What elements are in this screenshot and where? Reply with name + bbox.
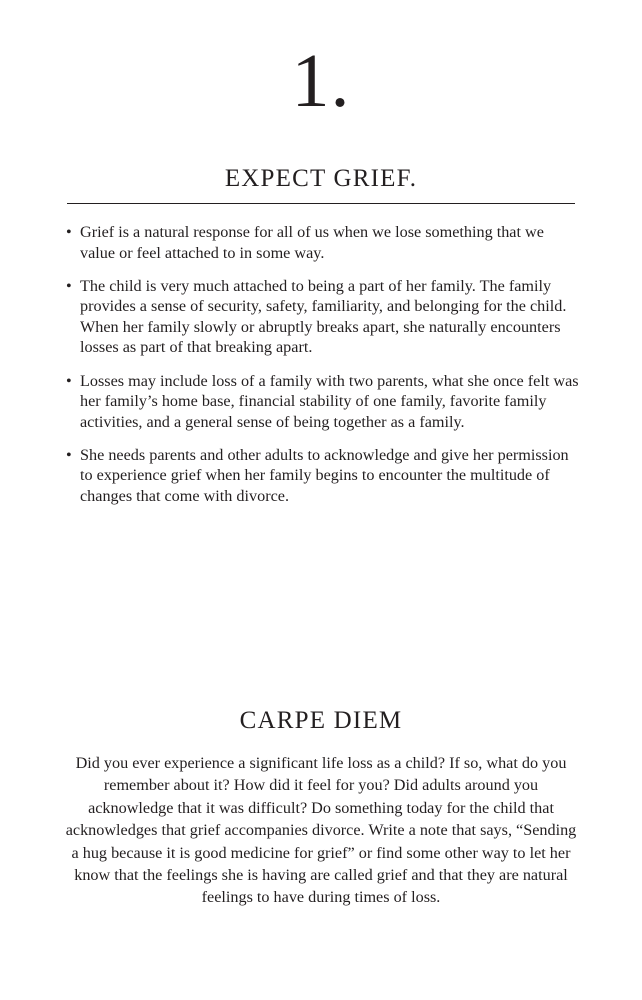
title-divider: [67, 203, 575, 204]
bullet-item: [65, 445, 580, 507]
carpe-diem-body: Did you ever experience a significant life loss as a child? If so, what do you remember about it? How did it feel for you? Did adults around you acknowledge that it was difficult? Do something today for the child that acknowledges that grief accompanies divorce. Write a note that says, “Sending a hug because it is good medicine for grief” or find some other way to let her know that the feelings she is having are called grief and that they are natural feelings to have during times of loss.: [65, 754, 577, 907]
bullet-list: [65, 222, 580, 519]
carpe-diem-title: CARPE DIEM: [239, 707, 403, 734]
bullet-text: The child is very much attached to being a part of her family. The family provides a sense of security, safety, familiarity, and belonging for the child. When her family slowly or abruptly breaks apart, she naturally encounters losses as part of that breaking apart.: [80, 276, 567, 357]
chapter-number: 1.: [291, 39, 351, 123]
chapter-title: EXPECT GRIEF.: [224, 165, 418, 192]
bullet-item: [65, 276, 580, 358]
bullet-item: [65, 371, 580, 433]
bullet-text: Losses may include loss of a family with two parents, what she once felt was her family’s home base, financial stability of one family, favorite family activities, and a general sense of being together as a family.: [80, 371, 579, 431]
bullet-marker: •: [66, 276, 72, 295]
bullet-item: [65, 222, 580, 263]
bullet-marker: •: [66, 223, 72, 241]
bullet-text: She needs parents and other adults to acknowledge and give her permission to experience grief when her family begins to encounter the multitude of changes that come with divorce.: [80, 445, 569, 506]
bullet-marker: •: [66, 371, 72, 390]
bullet-text: Grief is a natural response for all of us when we lose something that we value or feel attached to in some way.: [80, 223, 544, 262]
bullet-marker: •: [66, 445, 72, 464]
